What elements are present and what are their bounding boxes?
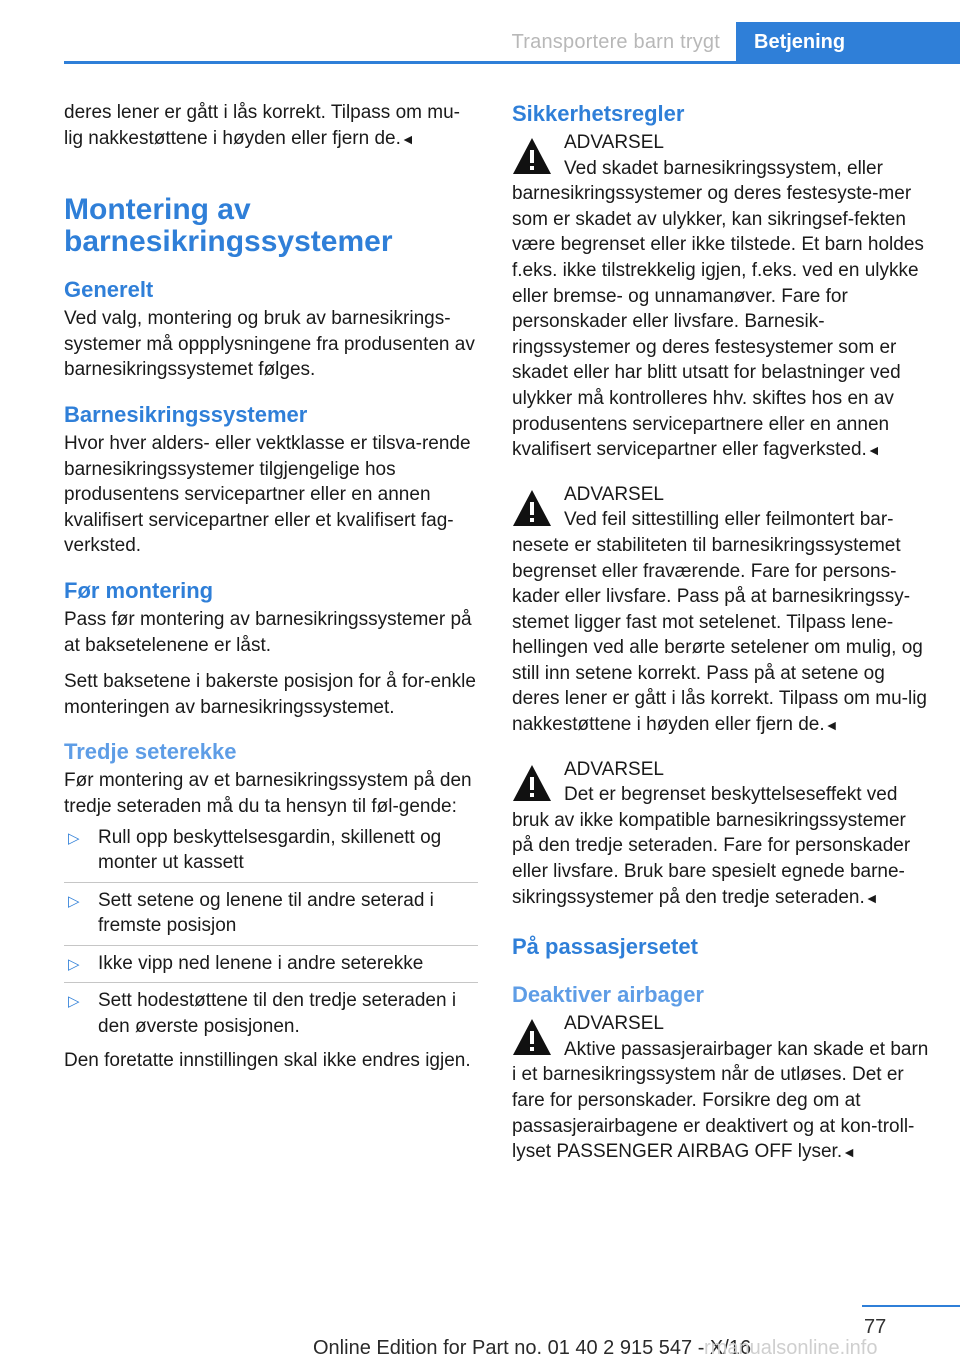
warning-text-2: Ved feil sittestilling eller feilmontert bar‐nesete er stabiliteten til barnesikringssystemet begrenset eller fraværende. Fare for persons‐kader eller livsfare. Pass på at barnesikringssy‐stemet ligger fast mot setelenet. Tilpass lene‐hellingen ved alle berørte setelener om mulig, og still inn setene korrekt. Pass på at setene og deres lener er gått i lås korrekt. Tilpass om mu‐lig nakkestøttene i høyden eller fjern de. — [512, 509, 927, 736]
warning-triangle-icon — [512, 1017, 552, 1059]
outro-paragraph: Den foretatte innstillingen skal ikke endres igjen. — [64, 1049, 471, 1071]
section-heading-for-montering: Før montering — [64, 577, 214, 603]
bullet-list — [64, 820, 478, 1046]
edition-note: Online Edition for Part no. 01 40 2 915 547 - X/16 — [313, 1337, 752, 1359]
warning-label: ADVARSEL — [564, 132, 664, 153]
warning-label: ADVARSEL — [564, 483, 664, 505]
section-heading-sikkerhetsregler: Sikkerhetsregler — [512, 101, 685, 126]
end-mark: ◄ — [866, 442, 881, 459]
triangle-bullet-icon: ▷ — [68, 829, 80, 847]
watermark: rmanualsonline.info — [704, 1337, 878, 1359]
triangle-bullet-icon: ▷ — [68, 892, 80, 910]
list-item-text: Ikke vipp ned lenene i andre seterekke — [98, 952, 424, 974]
list-item — [64, 883, 478, 946]
for-montering-paragraph-2: Sett baksetene i bakerste posisjon for å for‐enkle monteringen av barnesikringssystemet. — [64, 671, 476, 718]
warning-text-3: Det er begrenset beskyttelseseffekt ved bruk av ikke kompatible barnesikringssystemer på den tredje seteraden. Fare for personskader eller livsfare. Bruk bare spesielt egnede barne‐sikringssystemer på den tredje seteraden. — [512, 784, 911, 908]
page-number: 77 — [864, 1316, 887, 1338]
warning-label: ADVARSEL — [564, 758, 664, 780]
list-item-text: Sett hodestøttene til den tredje seteraden i den øverste posisjonen. — [98, 990, 457, 1038]
list-item-text: Rull opp beskyttelsesgardin, skillenett og monter ut kassett — [98, 826, 442, 874]
warning-label: ADVARSEL — [564, 1013, 664, 1035]
section-heading-pa-passasjersetet: På passasjersetet — [512, 934, 698, 960]
warning-block-4 — [512, 1011, 930, 1166]
warning-triangle-icon — [512, 763, 552, 805]
footer-rule — [862, 1305, 960, 1307]
header-chapter-label: Betjening — [754, 31, 846, 53]
end-mark: ◄ — [842, 1144, 856, 1161]
list-item — [64, 946, 478, 984]
warning-text-1: Ved skadet barnesikringssystem, eller barnesikringssystemer og deres festesyste‐mer som er skadet av ulykker, kan sikringsef‐fekten være begrenset eller ikke tilstede. Et barn holdes f.eks. ikke tilstrekkelig igjen, f.eks. ved en ulykke eller bremse- og unnamanøver. Fare for personskader eller livsfare. Barnesik‐ringssystemer og deres festesystemer som er skadet eller har blitt utsatt for belastninger ved ulykker må kontrolleres hhv. skiftes hos en av produsentens servicepartnere eller en annen kvalifisert servicepartner eller fagverksted. — [512, 157, 924, 461]
section-heading-generelt: Generelt — [64, 277, 154, 303]
chapter-heading: Montering av barnesikringssystemer — [64, 193, 393, 259]
warning-block-1 — [512, 130, 930, 464]
warning-triangle-icon — [512, 488, 552, 530]
generelt-paragraph: Ved valg, montering og bruk av barnesikrings‐systemer må oppplysningene fra produsenten av barnesikringssystemet følges. — [64, 308, 475, 381]
right-column — [512, 100, 930, 1177]
intro-text: deres lener er gått i lås korrekt. Tilpass om mu‐lig nakkestøttene i høyden eller fjern de. — [64, 102, 460, 149]
left-column — [64, 100, 478, 1084]
list-item — [64, 820, 478, 883]
header-section-title: Transportere barn trygt — [511, 31, 720, 53]
header-chapter-tab — [736, 22, 960, 62]
barnesikringssystemer-paragraph: Hvor hver alders- eller vektklasse er tilsva‐rende barnesikringssystemer tilgjengelige hos produsentens servicepartner eller en annen kvalifisert servicepartner eller et kvalifisert fag‐verksted. — [64, 432, 471, 557]
warning-triangle-icon — [512, 136, 552, 178]
end-mark: ◄ — [864, 889, 879, 906]
warning-text-4: Aktive passasjerairbager kan skade et barn i et barnesikringssystem når de utløses. Det er fare for personskader. Forsikre deg om at passasjerairbagene er deaktivert og at kon‐troll-lyset PASSENGER AIRBAG OFF lyser. — [512, 1038, 929, 1163]
triangle-bullet-icon: ▷ — [68, 955, 80, 973]
warning-block-3 — [512, 757, 930, 912]
section-heading-barnesikringssystemer: Barnesikringssystemer — [64, 401, 308, 427]
list-item — [64, 983, 478, 1045]
intro-paragraph — [64, 100, 478, 152]
list-item-text: Sett setene og lenene til andre seterad i fremste posisjon — [98, 889, 434, 937]
triangle-bullet-icon: ▷ — [68, 993, 80, 1011]
header-rule — [64, 61, 960, 64]
end-mark: ◄ — [824, 717, 839, 734]
tredje-seterekke-paragraph: Før montering av et barnesikringssystem på den tredje seteraden må du ta hensyn til føl‐gende: — [64, 770, 472, 817]
subsection-heading-deaktiver-airbager: Deaktiver airbager — [512, 982, 704, 1008]
warning-block-2 — [512, 482, 930, 739]
subsection-heading-tredje-seterekke: Tredje seterekke — [64, 739, 237, 765]
for-montering-paragraph-1: Pass før montering av barnesikringssystemer på at baksetelenene er låst. — [64, 608, 472, 656]
end-mark: ◄ — [400, 130, 415, 147]
